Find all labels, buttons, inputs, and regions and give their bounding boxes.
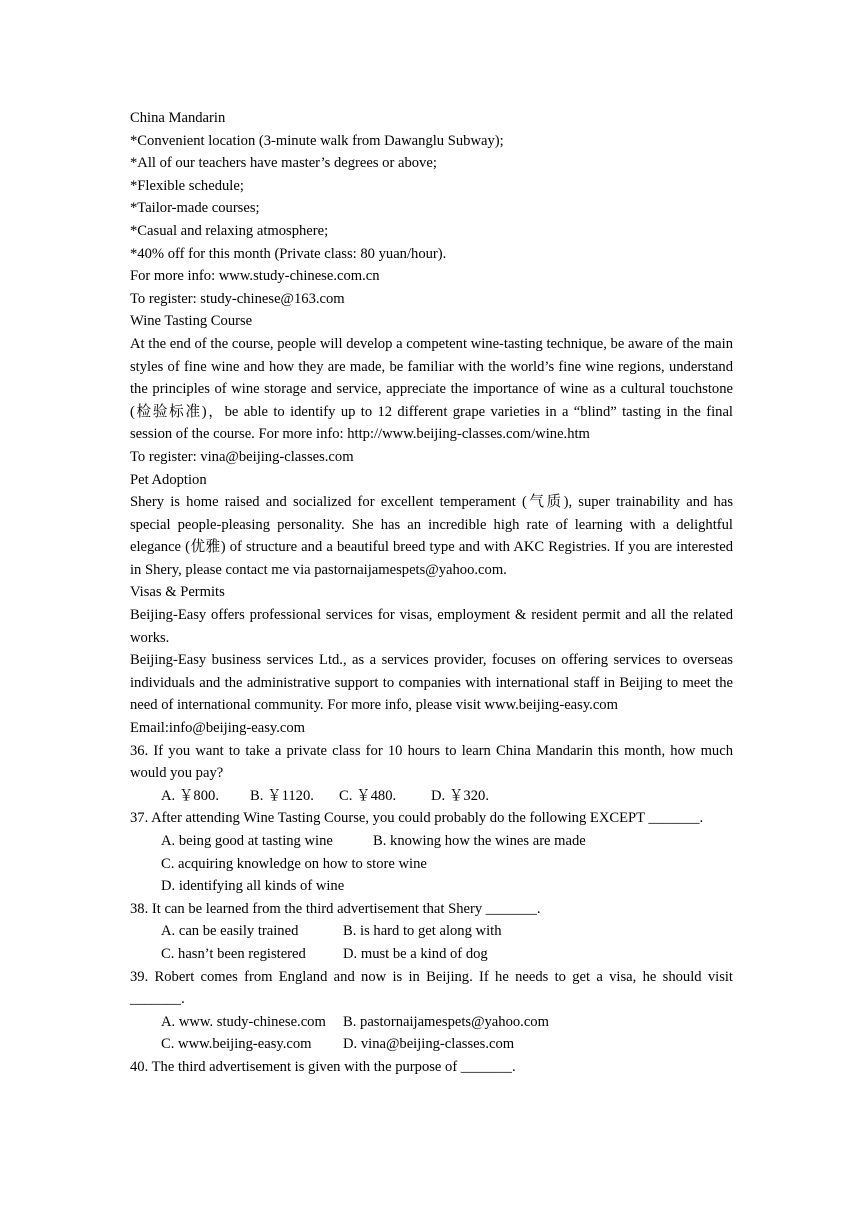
ad-register-line: To register: vina@beijing-classes.com [130, 448, 354, 465]
option: B. is hard to get along with [343, 923, 502, 940]
ad-line: *Flexible schedule; [130, 177, 244, 194]
question-stem: 36. If you want to take a private class for 10 hours to learn China Mandarin this month, how much would you pay? [130, 742, 733, 782]
option: D. vina@beijing-classes.com [343, 1036, 515, 1053]
ad-line: *Convenient location (3-minute walk from Dawanglu Subway); [130, 132, 504, 149]
option: B. knowing how the wines are made [373, 833, 586, 849]
question-options [130, 1033, 733, 1056]
ad-register-line: To register: study-chinese@163.com [130, 290, 345, 307]
question-stem: 37. After attending Wine Tasting Course, you could probably do the following EXCEPT _______. [130, 810, 704, 827]
ad-title-china-mandarin: China Mandarin [130, 110, 226, 126]
question-stem: 40. The third advertisement is given with the purpose of _______. [130, 1058, 516, 1075]
option: D. must be a kind of dog [343, 945, 488, 962]
option: C. hasn’t been registered [161, 945, 306, 962]
ad-info-line: For more info: www.study-chinese.com.cn [130, 268, 380, 285]
option: B. pastornaijamespets@yahoo.com [343, 1013, 549, 1030]
document-page [130, 107, 733, 1079]
question-options [130, 943, 733, 966]
option: D. identifying all kinds of wine [161, 878, 345, 895]
ad-line: *Tailor-made courses; [130, 200, 260, 217]
ad-body-visas-1: Beijing-Easy offers professional services for visas, employment & resident permit and all the related works. [130, 607, 733, 646]
option: C. acquiring knowledge on how to store wine [161, 855, 427, 872]
ad-body-wine-tasting: At the end of the course, people will develop a competent wine-tasting technique, be aware of the main styles of fine wine and how they are made, be familiar with the world’s fine wine regions, understand the principles of wine storage and service, appreciate the importance of wine as a cultural touchstone (检验标准)，be able to identify up to 12 different grape varieties in a “blind” tasting in the final session of the course. For more info: http://www.beijing-classes.com/wine.htm [130, 335, 733, 443]
ad-title-pet-adoption: Pet Adoption [130, 471, 207, 488]
question-stem: 39. Robert comes from England and now is in Beijing. If he needs to get a visa, he should visit _______. [130, 968, 733, 1008]
option: A. ￥800. [161, 787, 219, 804]
question-options [130, 785, 733, 808]
question-options [130, 1011, 733, 1034]
question-options [130, 920, 733, 943]
option: C. ￥480. [339, 787, 397, 804]
option: A. being good at tasting wine [161, 833, 333, 849]
ad-body-pet-adoption: Shery is home raised and socialized for excellent temperament (气质), super trainability and has special people-pleasing personality. She has an incredible high rate of learning with a delightful elegance (优雅) of structure and a beautiful breed type and with AKC Registries. If you are interested in Shery, please contact me via pastornaijamespets@yahoo.com. [130, 494, 733, 578]
option: D. ￥320. [431, 787, 489, 804]
ad-line: *40% off for this month (Private class: 80 yuan/hour). [130, 245, 447, 262]
option: A. www. study-chinese.com [161, 1013, 326, 1030]
ad-title-visas-permits: Visas & Permits [130, 584, 225, 601]
option: A. can be easily trained [161, 923, 299, 940]
ad-body-visas-2: Beijing-Easy business services Ltd., as a services provider, focuses on offering services to overseas individuals and the administrative support to companies with international staff in Beijing to meet the need of international community. For more info, please visit www.beijing-easy.com [130, 652, 733, 714]
question-stem: 38. It can be learned from the third advertisement that Shery _______. [130, 900, 541, 917]
ad-title-wine-tasting: Wine Tasting Course [130, 313, 253, 330]
option: B. ￥1120. [250, 787, 314, 804]
ad-email-line: Email:info@beijing-easy.com [130, 720, 306, 737]
ad-line: *Casual and relaxing atmosphere; [130, 222, 329, 239]
ad-line: *All of our teachers have master’s degrees or above; [130, 155, 437, 172]
option: C. www.beijing-easy.com [161, 1036, 312, 1053]
question-options [130, 830, 733, 853]
